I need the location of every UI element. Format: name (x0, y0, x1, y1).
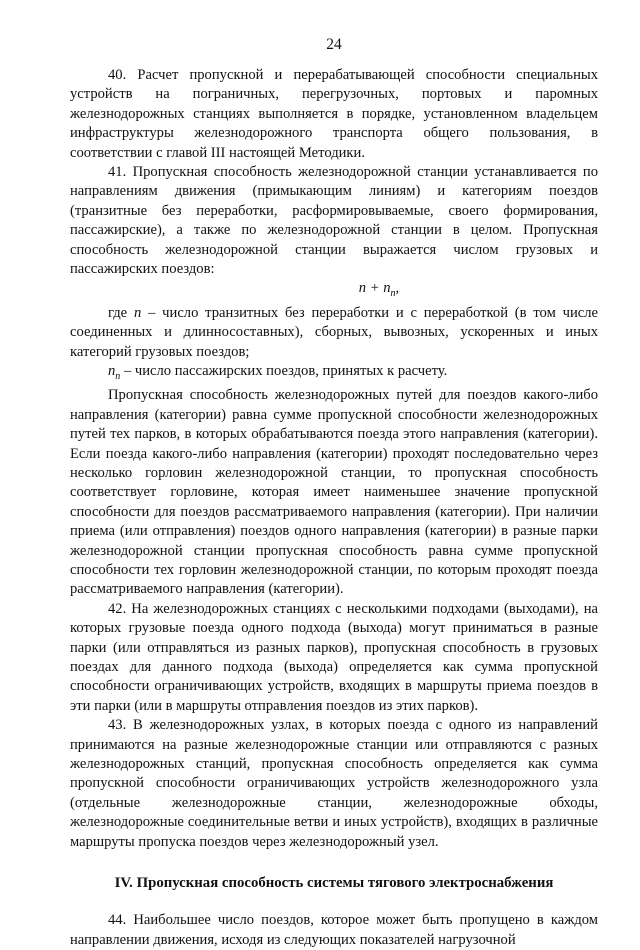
definition-np-var: n (108, 363, 116, 379)
definition-np (70, 362, 598, 386)
formula-n: n (358, 280, 367, 297)
paragraph-41: 41. Пропускная способность железнодорожной станции устанавливается по направлениям движения (примыкающим линиям) и категориям поездов (транзитные без переработки, расформировываемые, своего формирования, пассажирские), а также по железнодорожной станции в целом. Пропускная способность железнодорожной станции выражается числом грузовых и пассажирских поездов: (70, 164, 598, 278)
page-number: 24 (326, 36, 342, 53)
formula-plus: + (366, 280, 384, 297)
section-heading-iv: IV. Пропускная способность системы тягового электроснабжения (114, 875, 554, 892)
definition-n-prefix: где (108, 304, 134, 321)
formula-n-plus-np (70, 279, 598, 303)
paragraph-40: 40. Расчет пропускной и перерабатывающей способности специальных устройств на пограничных, перегрузочных, портовых и паромных железнодорожных станциях выполняется в порядке, установленном владельцем инфраструктуры железнодорожного транспорта общего пользования, в соответствии с главой III настоящей Методики. (70, 67, 598, 161)
definition-n-text: – число транзитных без переработки и с переработкой (в том числе соединенных и длинносоставных), сборных, вывозных, ускоренных и иных категорий грузовых поездов; (70, 304, 598, 360)
formula-np-sub: п (390, 288, 396, 300)
formula-trail: , (395, 280, 400, 297)
paragraph-track-capacity: Пропускная способность железнодорожных путей для поездов какого-либо направления (категории) равна сумме пропускной способности железнодорожных путей тех парков, в которых обрабатываются поезда этого направления (категории). Если поезда какого-либо направления (категории) проходят последовательно через несколько горловин железнодорожной станции, то пропускная способность соответствует горловине, которая имеет наименьшее значение пропускной способности для поездов рассматриваемого направления (категории). При наличии приема (или отправления) поездов одного направления (категории) в разные парки железнодорожной станции пропускная способность равна сумме пропускной способности тех горловин железнодорожной станции, по которым проходят поезда рассматриваемого направления (категории). (70, 387, 598, 598)
definition-n (70, 304, 598, 362)
paragraph-43: 43. В железнодорожных узлах, в которых поезда с одного из направлений принимаются на разные железнодорожные станции или отправляются с разных железнодорожных станций, пропускная способность определяется как сумма пропускной способности ограничивающих устройств железнодорожного узла (отдельные железнодорожные станции, железнодорожные обходы, железнодорожные соединительные ветви и иных устройств), входящих в различные маршруты пропуска поездов через железнодорожный узел. (70, 717, 598, 850)
definition-np-sub: п (115, 370, 121, 382)
formula-np: n (383, 280, 391, 297)
paragraph-42: 42. На железнодорожных станциях с несколькими подходами (выходами), на которых грузовые поезда одного подхода (выхода) могут приниматься в разные парки (или отправляться из разных парков), пропускная способность в грузовых поездах для данного подхода (выхода) определяется как сумма пропускной способности ограничивающих устройств, входящих в маршруты приема поездов в эти парки (или в маршруты отправления поездов из этих парков). (70, 600, 598, 714)
paragraph-44: 44. Наибольшее число поездов, которое может быть пропущено в каждом направлении движения, исходя из следующих показателей нагрузочной (70, 912, 598, 948)
definition-n-var: n (133, 304, 142, 321)
definition-np-text: – число пассажирских поездов, принятых к расчету. (120, 363, 448, 379)
